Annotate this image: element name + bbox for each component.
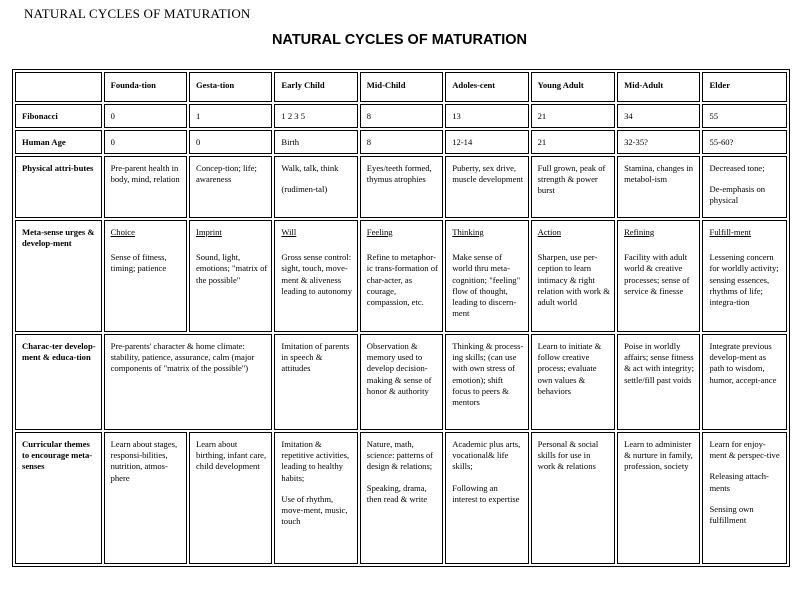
table-cell: Integrate previous develop-ment as path to wisdom, humor, accept-ance	[702, 334, 787, 430]
table-cell: 32-35?	[617, 130, 700, 154]
table-cell: Eyes/teeth formed, thymus atrophies	[360, 156, 443, 218]
row-header-character: Charac-ter develop-ment & educa-tion	[15, 334, 102, 430]
table-cell: 8	[360, 104, 443, 128]
cell-text: Lessening concern for worldly activity; sensing essences, rhythms of life; integra-tion	[709, 252, 779, 307]
col-header-mid-child: Mid-Child	[360, 72, 443, 102]
table-cell	[189, 220, 272, 332]
cell-text: Nature, math, science: patterns of design & relations;	[366, 439, 434, 472]
table-cell	[702, 156, 787, 218]
table-cell	[360, 432, 443, 564]
row-header-human-age: Human Age	[15, 130, 102, 154]
col-header-young-adult: Young Adult	[531, 72, 615, 102]
cell-keyword: Action	[537, 227, 561, 237]
table-cell	[360, 220, 443, 332]
table-cell	[104, 220, 187, 332]
table-cell	[531, 220, 615, 332]
row-header-curricular: Curricular themes to encourage meta-senses	[15, 432, 102, 564]
table-cell: Stamina, changes in metabol-ism	[617, 156, 700, 218]
cell-text: Sharpen, use per-ception to learn intimacy & right relation with work & adult world	[537, 252, 610, 307]
table-row-physical	[15, 156, 787, 218]
table-cell: 12-14	[445, 130, 528, 154]
table-row-human-age	[15, 130, 787, 154]
cell-text: Walk, talk, think	[281, 163, 339, 173]
page-title: NATURAL CYCLES OF MATURATION	[271, 32, 528, 48]
table-row-curricular	[15, 432, 787, 564]
table-cell: 0	[104, 130, 187, 154]
cell-keyword: Thinking	[452, 227, 484, 237]
table-cell: 0	[189, 130, 272, 154]
table-cell: 34	[617, 104, 700, 128]
table-cell	[702, 432, 787, 564]
row-header-meta-sense: Meta-sense urges & develop-ment	[15, 220, 102, 332]
col-header-adolescent: Adoles-cent	[445, 72, 528, 102]
cell-note: De-emphasis on physical	[709, 184, 766, 206]
table-cell: 21	[531, 130, 615, 154]
table-row-meta-sense	[15, 220, 787, 332]
row-header-fibonacci: Fibonacci	[15, 104, 102, 128]
table-cell	[617, 220, 700, 332]
table-cell: 8	[360, 130, 443, 154]
maturation-table	[12, 69, 790, 567]
table-cell: Puberty, sex drive, muscle development	[445, 156, 528, 218]
table-cell: 1	[189, 104, 272, 128]
cell-text: Facility with adult world & creative processes; sense of service & finesse	[624, 252, 690, 296]
cell-keyword: Refining	[624, 227, 655, 237]
table-cell: Imitation of parents in speech & attitudes	[274, 334, 357, 430]
col-header-foundation: Founda-tion	[104, 72, 187, 102]
col-header-gestation: Gesta-tion	[189, 72, 272, 102]
table-cell: Thinking & process-ing skills; (can use with own stress of emotion); shift focus to peers & mentors	[445, 334, 528, 430]
cell-text: Make sense of world thru meta-cognition; "feeling" flow of thought, leading to discern-ment	[452, 252, 521, 319]
cell-keyword: Will	[281, 227, 297, 237]
table-cell: 21	[531, 104, 615, 128]
table-cell: 13	[445, 104, 528, 128]
cell-text: Gross sense control: sight, touch, move-ment & aliveness leading to autonomy	[281, 252, 353, 296]
cell-text: Speaking, drama, then read & write	[366, 482, 428, 504]
table-row-character	[15, 334, 787, 430]
cell-keyword: Imprint	[195, 227, 222, 237]
table-cell	[445, 432, 528, 564]
table-cell: Full grown, peak of strength & power burst	[531, 156, 615, 218]
cell-text: Use of rhythm, move-ment, music, touch	[281, 493, 348, 527]
table-cell: Learn about birthing, infant care, child development	[189, 432, 272, 564]
table-cell: 1 2 3 5	[274, 104, 357, 128]
table-row-fibonacci	[15, 104, 787, 128]
corner-cell	[15, 72, 102, 102]
running-header: NATURAL CYCLES OF MATURATION	[24, 6, 251, 21]
cell-text: Sensing own fulfillment	[709, 503, 754, 525]
table-cell: 0	[104, 104, 187, 128]
table-cell: Birth	[274, 130, 357, 154]
table-cell	[274, 156, 357, 218]
cell-text: Following an interest to expertise	[452, 482, 520, 504]
table-cell: 55-60?	[702, 130, 787, 154]
cell-keyword: Choice	[110, 227, 135, 237]
table-cell	[702, 220, 787, 332]
header-row	[15, 72, 787, 102]
table-cell: Observation & memory used to develop decision-making & sense of honor & authority	[360, 334, 443, 430]
col-header-mid-adult: Mid-Adult	[617, 72, 700, 102]
table-cell: 55	[702, 104, 787, 128]
cell-text: Imitation & repetitive activities, leading to healthy habits;	[281, 439, 350, 483]
table-cell	[274, 220, 357, 332]
cell-note: (rudimen-tal)	[281, 184, 328, 195]
col-header-elder: Elder	[702, 72, 787, 102]
cell-text: Sound, light, emotions; "matrix of the possible"	[195, 252, 268, 285]
cell-keyword: Fulfill-ment	[709, 227, 752, 237]
table-cell: Learn to administer & nurture in family, profession, society	[617, 432, 700, 564]
table-cell-merged: Pre-parents' character & home climate: stability, patience, assurance, calm (major components of "matrix of the possible")	[104, 334, 273, 430]
table-cell: Poise in worldly affairs; sense fitness & act with integrity; settle/fill past voids	[617, 334, 700, 430]
cell-text: Releasing attach-ments	[709, 471, 769, 493]
cell-text: Decreased tone;	[709, 163, 765, 173]
table-cell: Personal & social skills for use in work & relations	[531, 432, 615, 564]
table-cell: Learn to initiate & follow creative process; evaluate own values & behaviors	[531, 334, 615, 430]
col-header-early-child: Early Child	[274, 72, 357, 102]
table-cell: Learn about stages, responsi-bilities, nutrition, atmos-phere	[104, 432, 187, 564]
table-cell	[274, 432, 357, 564]
row-header-physical: Physical attri-butes	[15, 156, 102, 218]
cell-text: Learn for enjoy-ment & perspec-tive	[709, 439, 780, 461]
cell-text: Sense of fitness, timing; patience	[110, 252, 167, 274]
table-cell: Pre-parent health in body, mind, relation	[104, 156, 187, 218]
cell-keyword: Feeling	[366, 227, 393, 237]
table-cell	[445, 220, 528, 332]
cell-text: Refine to metaphor-ic trans-formation of char-acter, as courage, compassion, etc.	[366, 252, 438, 307]
table-cell: Concep-tion; life; awareness	[189, 156, 272, 218]
cell-text: Academic plus arts, vocational& life skills;	[452, 439, 521, 472]
